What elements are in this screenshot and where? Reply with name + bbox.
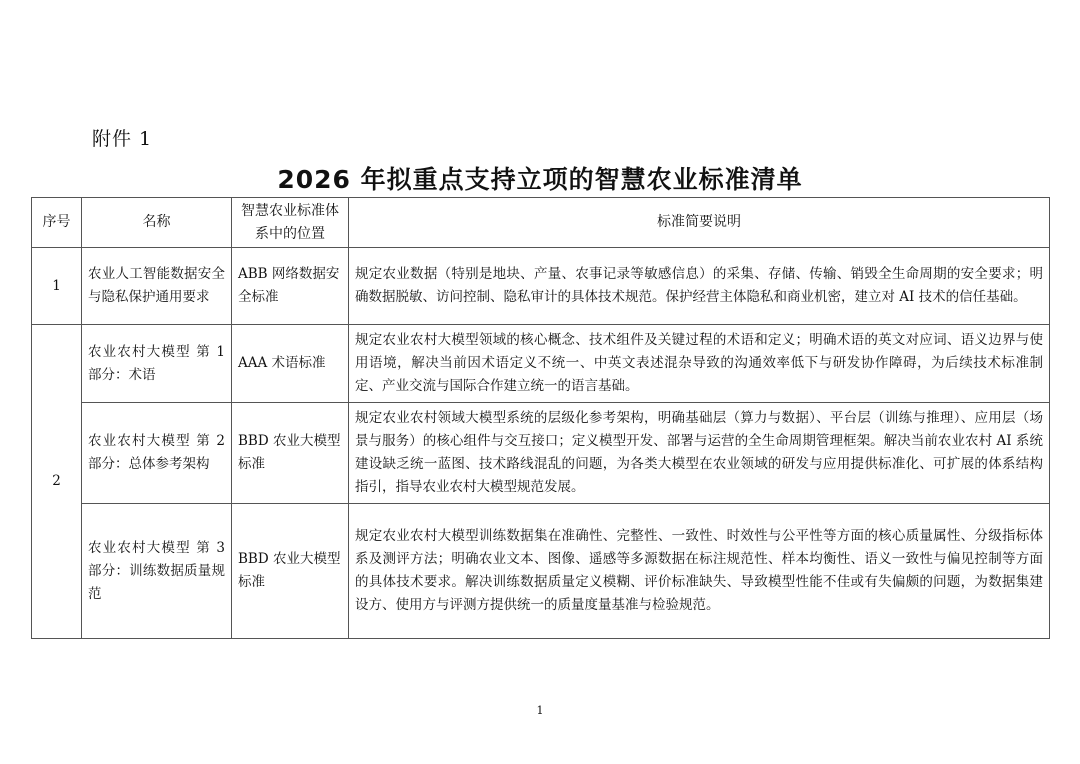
table-row <box>32 325 1050 403</box>
row-no: 1 <box>32 248 82 325</box>
header-name: 名称 <box>82 198 232 248</box>
standards-table <box>31 197 1050 639</box>
row-name: 农业农村大模型 第 2 部分：总体参考架构 <box>82 403 232 504</box>
document-title: 2026 年拟重点支持立项的智慧农业标准清单 <box>277 165 803 194</box>
row-position: BBD 农业大模型标准 <box>232 504 349 639</box>
table-header-row <box>32 198 1050 248</box>
row-description: 规定农业数据（特别是地块、产量、农事记录等敏感信息）的采集、存储、传输、销毁全生命周期的安全要求；明确数据脱敏、访问控制、隐私审计的具体技术规范。保护经营主体隐私和商业机密，建立对 AI 技术的信任基础。 <box>349 248 1050 325</box>
table-row <box>32 504 1050 639</box>
row-description: 规定农业农村领域大模型系统的层级化参考架构，明确基础层（算力与数据）、平台层（训练与推理）、应用层（场景与服务）的核心组件与交互接口；定义模型开发、部署与运营的全生命周期管理框架。解决当前农业农村 AI 系统建设缺乏统一蓝图、技术路线混乱的问题，为各类大模型在农业领域的研发与应用提供标准化、可扩展的体系结构指引，指导农业农村大模型规范发展。 <box>349 403 1050 504</box>
row-no: 2 <box>32 325 82 639</box>
attachment-label: 附件 1 <box>92 128 153 150</box>
header-no: 序号 <box>32 198 82 248</box>
row-description: 规定农业农村大模型训练数据集在准确性、完整性、一致性、时效性与公平性等方面的核心质量属性、分级指标体系及测评方法；明确农业文本、图像、遥感等多源数据在标注规范性、样本均衡性、语义一致性与偏见控制等方面的具体技术要求。解决训练数据质量定义模糊、评价标准缺失、导致模型性能不佳或有失偏颇的问题，为数据集建设方、使用方与评测方提供统一的质量度量基准与检验规范。 <box>349 504 1050 639</box>
row-name: 农业人工智能数据安全与隐私保护通用要求 <box>82 248 232 325</box>
row-name: 农业农村大模型 第 3 部分：训练数据质量规范 <box>82 504 232 639</box>
header-description: 标准简要说明 <box>349 198 1050 248</box>
row-position: ABB 网络数据安全标准 <box>232 248 349 325</box>
table-row <box>32 248 1050 325</box>
header-position: 智慧农业标准体系中的位置 <box>232 198 349 248</box>
row-description: 规定农业农村大模型领域的核心概念、技术组件及关键过程的术语和定义；明确术语的英文对应词、语义边界与使用语境，解决当前因术语定义不统一、中英文表述混杂导致的沟通效率低下与研发协作障碍，为后续技术标准制定、产业交流与国际合作建立统一的语言基础。 <box>349 325 1050 403</box>
row-position: BBD 农业大模型标准 <box>232 403 349 504</box>
page-number: 1 <box>536 704 544 717</box>
row-name: 农业农村大模型 第 1 部分：术语 <box>82 325 232 403</box>
table-row <box>32 403 1050 504</box>
row-position: AAA 术语标准 <box>232 325 349 403</box>
